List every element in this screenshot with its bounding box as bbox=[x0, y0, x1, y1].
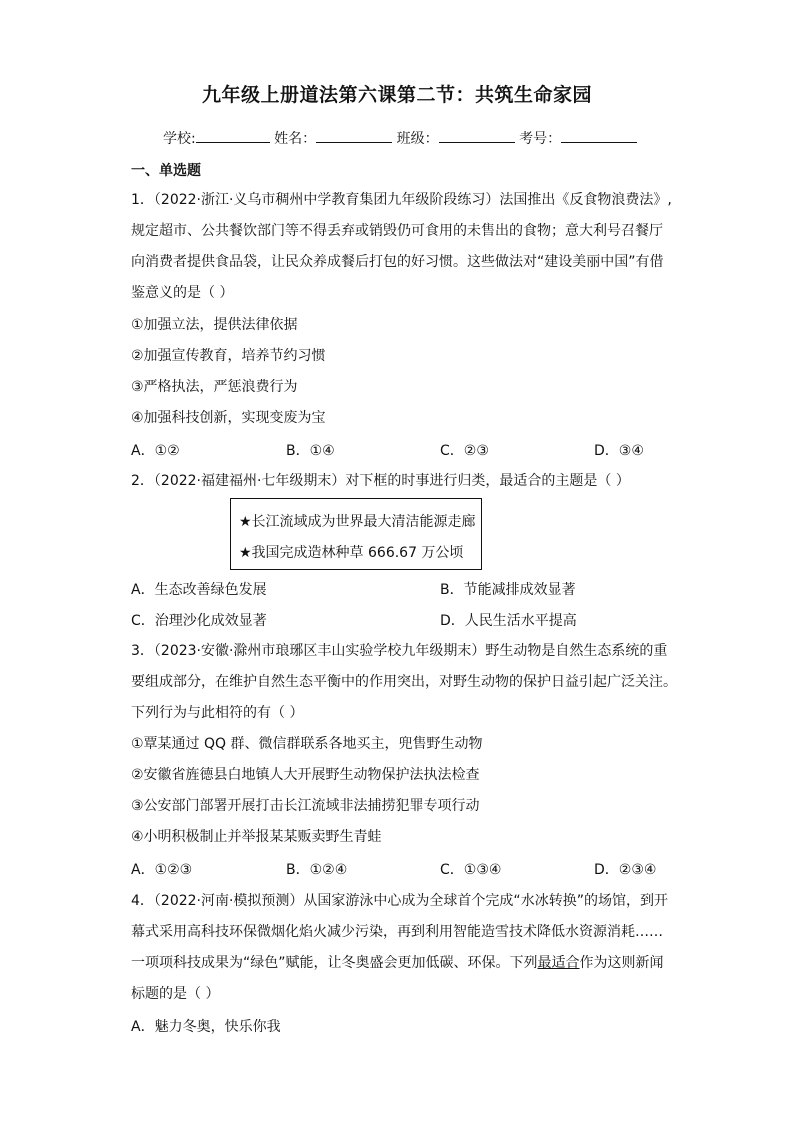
q1-statement-4: ④加强科技创新，实现变废为宝 bbox=[131, 410, 326, 426]
section-heading: 一、单选题 bbox=[131, 163, 201, 179]
q4-line3-emphasis: 最适合 bbox=[537, 955, 580, 971]
q4-option-a[interactable]: A．魅力冬奥，快乐你我 bbox=[131, 1019, 281, 1035]
q4-line1: 4．（2022·河南·模拟预测）从国家游泳中心成为全球首个完成“水冰转换”的场馆，到开 bbox=[131, 893, 668, 909]
q1-option-b[interactable]: B．①④ bbox=[286, 443, 335, 459]
q1-option-c[interactable]: C．②③ bbox=[440, 443, 489, 459]
q3-line1: 3．（2023·安徽·滁州市琅琊区丰山实验学校九年级期末）野生动物是自然生态系统的重 bbox=[131, 643, 668, 659]
name-label: 姓名： bbox=[274, 131, 317, 147]
q2-option-a[interactable]: A．生态改善绿色发展 bbox=[131, 582, 267, 598]
student-info-row bbox=[163, 128, 637, 148]
q2-option-b[interactable]: B．节能减排成效显著 bbox=[440, 582, 576, 598]
q1-option-a[interactable]: A．①② bbox=[131, 443, 180, 459]
q1-option-d[interactable]: D．③④ bbox=[594, 443, 644, 459]
q1-line1: 1．（2022·浙江·义乌市稠州中学教育集团九年级阶段练习）法国推出《反食物浪费法》, bbox=[131, 192, 672, 208]
q1-line4: 鉴意义的是（ ） bbox=[131, 285, 234, 301]
q2-box-item-2: ★我国完成造林种草 666.67 万公顷 bbox=[239, 545, 464, 561]
name-blank[interactable] bbox=[316, 128, 392, 143]
q3-statement-1: ①覃某通过 QQ 群、微信群联系各地买主，兜售野生动物 bbox=[131, 736, 483, 752]
q3-statement-3: ③公安部门部署开展打击长江流域非法捕捞犯罪专项行动 bbox=[131, 798, 480, 814]
q4-line3-part-c: 作为这则新闻 bbox=[579, 955, 664, 971]
q4-line3-part-a: 一项项科技成果为“绿色”赋能，让冬奥盛会更加低碳、环保。下列 bbox=[131, 955, 538, 971]
q3-line3: 下列行为与此相符的有（ ） bbox=[131, 705, 304, 721]
q1-line2: 规定超市、公共餐饮部门等不得丢弃或销毁仍可食用的未售出的食物；意大利号召餐厅 bbox=[131, 223, 663, 239]
q3-line2: 要组成部分，在维护自然生态平衡中的作用突出，对野生动物的保护日益引起广泛关注。 bbox=[131, 674, 677, 690]
q3-statement-2: ②安徽省旌德县白地镇人大开展野生动物保护法执法检查 bbox=[131, 767, 480, 783]
q4-line4: 标题的是（ ） bbox=[131, 986, 220, 1002]
q1-statement-3: ③严格执法，严惩浪费行为 bbox=[131, 379, 298, 395]
exam-no-blank[interactable] bbox=[561, 128, 637, 143]
q3-option-d[interactable]: D．②③④ bbox=[594, 862, 657, 878]
page-title: 九年级上册道法第六课第二节：共筑生命家园 bbox=[201, 84, 592, 106]
q2-line1: 2．（2022·福建福州·七年级期末）对下框的时事进行归类，最适合的主题是（ ） bbox=[131, 473, 630, 489]
q3-option-c[interactable]: C．①③④ bbox=[440, 862, 502, 878]
q1-line3: 向消费者提供食品袋，让民众养成餐后打包的好习惯。这些做法对“建设美丽中国”有借 bbox=[131, 254, 664, 270]
q1-statement-2: ②加强宣传教育，培养节约习惯 bbox=[131, 348, 326, 364]
q2-box-item-1: ★长江流域成为世界最大清洁能源走廊 bbox=[239, 514, 476, 530]
q1-statement-1: ①加强立法，提供法律依据 bbox=[131, 317, 298, 333]
q3-statement-4: ④小明积极制止并举报某某贩卖野生青蛙 bbox=[131, 829, 382, 845]
school-blank[interactable] bbox=[196, 128, 270, 143]
q3-option-b[interactable]: B．①②④ bbox=[286, 862, 348, 878]
q3-option-a[interactable]: A．①②③ bbox=[131, 862, 193, 878]
q4-line2: 幕式采用高科技环保微烟化焰火减少污染，再到利用智能造雪技术降低水资源消耗…… bbox=[131, 924, 663, 940]
school-label: 学校: bbox=[163, 131, 196, 147]
q4-line3 bbox=[131, 953, 664, 973]
exam-no-label: 考号： bbox=[519, 131, 562, 147]
class-blank[interactable] bbox=[439, 128, 515, 143]
q2-news-box bbox=[230, 498, 482, 570]
class-label: 班级： bbox=[396, 131, 439, 147]
q2-option-d[interactable]: D．人民生活水平提高 bbox=[440, 613, 577, 629]
q2-option-c[interactable]: C．治理沙化成效显著 bbox=[131, 613, 267, 629]
